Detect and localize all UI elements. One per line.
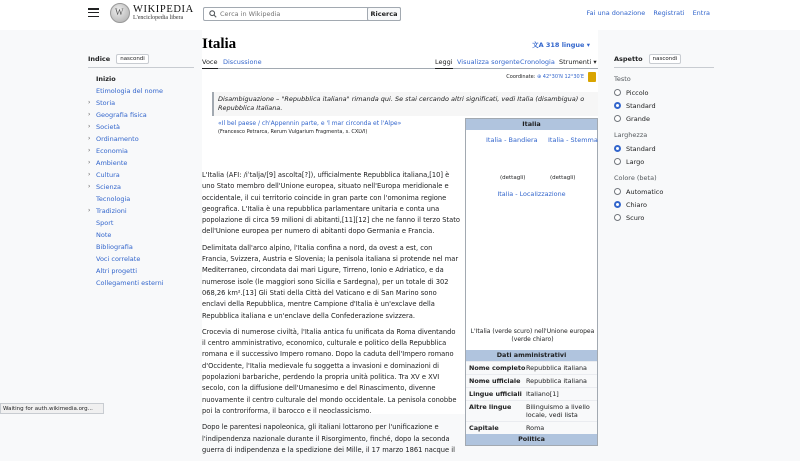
infobox-value: Bilinguismo a livello locale, vedi lista [526,403,590,419]
main-content [202,30,598,454]
infobox-rows [466,361,597,434]
toc-item[interactable] [88,253,194,265]
petrarca-quote [218,120,458,136]
radio-icon[interactable] [614,102,621,109]
toc-item[interactable] [88,193,194,205]
radio-icon[interactable] [614,89,621,96]
disambiguation-note: Disambiguazione – "Repubblica italiana" rimanda qui. Se stai cercando altri significati, vedi Italia (disambigua) o Repubblica Italiana. [212,92,598,116]
radio-icon[interactable] [614,214,621,221]
toc-item-label: Scienza [96,183,122,191]
appearance-option[interactable] [614,155,714,168]
toc-item[interactable] [88,85,194,97]
flag-details-link[interactable]: (dettagli) [500,175,526,181]
toc-item[interactable] [88,217,194,229]
appearance-option[interactable] [614,142,714,155]
chevron-right-icon[interactable]: › [88,207,91,214]
infobox-row [466,421,597,434]
tab-leggi[interactable]: Leggi [435,58,453,69]
radio-icon[interactable] [614,188,621,195]
appearance-option-label: Grande [626,114,650,123]
search-button[interactable]: Ricerca [367,7,401,21]
page-title: Italia [202,36,237,52]
infobox-value: Roma [526,424,545,432]
appearance-option[interactable] [614,86,714,99]
donate-link[interactable]: Fai una donazione [586,9,646,17]
chevron-right-icon[interactable]: › [88,171,91,178]
toc-list [88,73,194,289]
toc-item[interactable] [88,109,194,121]
tab-voce[interactable]: Voce [202,58,218,69]
appearance-option[interactable] [614,99,714,112]
toc-item-label: Economia [96,147,128,155]
toc-item-label: Società [96,123,121,131]
infobox-row [466,400,597,421]
appearance-option[interactable] [614,198,714,211]
toc-item[interactable] [88,145,194,157]
toc-item-label: Altri progetti [96,267,138,275]
page-tabs [202,56,598,69]
appearance-group-label: Testo [614,75,631,83]
search-box [203,7,401,21]
infobox-key: Lingue ufficiali [469,390,522,398]
appearance-option-label: Standard [626,144,656,153]
toc-item-label: Note [96,231,112,239]
emblem-details-link[interactable]: (dettagli) [550,175,576,181]
politics-section-header: Politica [466,434,597,445]
toc-item[interactable] [88,277,194,289]
search-icon [209,10,217,18]
radio-icon[interactable] [614,158,621,165]
infobox-row [466,361,597,374]
toc-item-label: Inizio [96,75,116,83]
appearance-option[interactable] [614,112,714,125]
toc-hide-button[interactable]: nascondi [116,54,149,64]
translate-icon: 文A [532,41,546,49]
article-paragraph: Crocevia di numerose civiltà, l'Italia antica fu unificata da Roma diventando il centro amministrativo, economico, culturale e politico della Repubblica romana e il successivo Impero romano. Dopo la caduta dell'Impero romano d'Occidente, l'Italia medievale fu soggetta a invasioni e dominazioni di popolazioni barbariche, perdendo la propria unità politica. Tra XV e XVI secolo, con la diffusione dell'Umanesimo e del Rinascimento, divenne nuovamente il centro culturale del mondo occidentale. La penisola conobbe poi la controriforma, il barocco e il neoclassicismo. [202,327,457,415]
appearance-group-label: Larghezza [614,131,648,139]
chevron-right-icon[interactable]: › [88,123,91,130]
toc-item-label: Geografia fisica [96,111,147,119]
appearance-hide-button[interactable]: nascondi [649,54,682,64]
toc-item-label: Ordinamento [96,135,139,143]
map-caption: L'Italia (verde scuro) nell'Unione europea (verde chiaro) [470,328,595,343]
quote-source: (Francesco Petrarca, Rerum Vulgarium Fragmenta, s. CXLVI) [218,129,368,135]
article-paragraph: L'Italia (AFI: /iˈtalja/[9] ascolta[?]), ufficialmente Repubblica italiana,[10] è uno Stato membro dell'Unione europea, situato nell'Europa meridionale e occidentale, il cui territorio coincide in gran parte con l'omonima regione geografica. L'Italia è una repubblica parlamentare unitaria e conta una popolazione di circa 59 milioni di abitanti,[11][12] che ne fanno il terzo Stato dell'Unione europea per numero di abitanti dopo Germania e Francia. [202,171,460,236]
article-paragraph: Delimitata dall'arco alpino, l'Italia confina a nord, da ovest a est, con Francia, Svizzera, Austria e Slovenia; la penisola italiana si protende nel mar Mediterraneo, circondata dai mari Ligure, Tirreno, Ionio e Adriatico, e da numerose isole (le maggiori sono Sicilia e Sardegna), per un totale di 302 068,26 km².[13] Gli Stati della Città del Vaticano e di San Marino sono enclavi della Repubblica, mentre Campione d'Italia è un'exclave della Repubblica italiana e un'enclave della Confederazione svizzera. [202,243,459,320]
appearance-option-label: Piccolo [626,88,649,97]
browser-status-bar: Waiting for auth.wikimedia.org... [0,403,104,414]
chevron-right-icon[interactable]: › [88,135,91,142]
infobox-key: Capitale [469,424,499,432]
appearance-option[interactable] [614,211,714,224]
globe-icon: ⊕ [536,74,542,80]
register-link[interactable]: Registrati [653,9,685,17]
tab-cronologia[interactable]: Cronologia [520,58,555,66]
toc-item[interactable] [88,169,194,181]
infobox-title: Italia [466,119,597,130]
appearance-group-label: Colore (beta) [614,174,657,182]
infobox-key: Nome ufficiale [469,377,521,385]
appearance-option[interactable] [614,185,714,198]
login-link[interactable]: Entra [692,9,710,17]
toc-item-label: Collegamenti esterni [96,279,164,287]
language-count: 318 lingue [545,41,585,49]
appearance-option-label: Standard [626,101,656,110]
appearance-option-label: Chiaro [626,200,647,209]
tab-discussione[interactable]: Discussione [223,58,262,66]
search-input[interactable] [220,9,368,19]
infobox-row [466,387,597,400]
flag-link[interactable]: Italia - Bandiera [486,136,538,144]
infobox-value: Italiano[1] [526,390,559,398]
infobox-value: Repubblica italiana [526,364,587,372]
infobox-row [466,374,597,387]
table-of-contents [88,54,194,289]
toc-item[interactable] [88,157,194,169]
tools-menu[interactable]: Strumenti ▾ [559,58,597,66]
main-menu-icon[interactable] [88,8,99,17]
toc-item[interactable] [88,181,194,193]
radio-icon[interactable] [614,201,621,208]
toc-item-label: Tradizioni [96,207,127,215]
toc-item[interactable] [88,97,194,109]
radio-icon[interactable] [614,115,621,122]
language-button[interactable]: 文A 318 lingue ▾ [532,41,590,49]
radio-icon[interactable] [614,145,621,152]
quote-text[interactable]: «Il bel paese / ch'Appennin parte, e 'l mar circonda et l'Alpe» [218,120,402,127]
appearance-option-label: Scuro [626,213,645,222]
appearance-option-label: Automatico [626,187,664,196]
wikipedia-globe-logo[interactable]: W [110,3,130,23]
appearance-option-label: Largo [626,157,645,166]
toc-item[interactable] [88,241,194,253]
admin-section-header: Dati amministrativi [466,350,597,361]
toc-item-label: Storia [96,99,116,107]
toc-item-label: Etimologia del nome [96,87,163,95]
lock-icon[interactable] [588,72,596,82]
infobox-key: Altre lingue [469,403,512,411]
infobox-symbols [466,130,597,252]
chevron-right-icon[interactable]: › [88,183,91,190]
emblem-link[interactable]: Italia - Stemma [548,136,598,144]
toc-item[interactable] [88,229,194,241]
location-map-link[interactable]: Italia - Localizzazione [497,190,566,198]
toc-item-label: Sport [96,219,114,227]
toc-item[interactable] [88,205,194,217]
toc-item[interactable] [88,133,194,145]
appearance-panel [614,54,714,224]
chevron-right-icon[interactable]: › [88,99,91,106]
appearance-title: Aspetto [614,55,643,63]
toc-item[interactable] [88,265,194,277]
logo-tagline: L'enciclopedia libera [133,15,184,21]
infobox-map [466,252,597,350]
chevron-right-icon[interactable]: › [88,159,91,166]
toc-item-label: Ambiente [96,159,128,167]
toc-item-label: Tecnologia [96,195,131,203]
chevron-right-icon[interactable]: › [88,147,91,154]
coordinates: Coordinate: ⊕ 42°30′N 12°30′E [506,74,584,80]
tab-visualizza-sorgente[interactable]: Visualizza sorgente [457,58,520,66]
site-header [0,0,800,30]
toc-title: Indice [88,55,111,63]
toc-item-label: Voci correlate [96,255,141,263]
coordinates-link[interactable]: 42°30′N 12°30′E [542,74,584,80]
user-links [580,9,710,17]
article-paragraph: Dopo le parentesi napoleonica, gli italiani lottarono per l'unificazione e l'indipendenza nazionale durante il Risorgimento, finché, dopo la seconda guerra di indipendenza e la spedizione dei Mille, il 17 marzo 1861 nacque il [202,423,455,454]
logo-wordmark[interactable]: WIKIPEDIA [133,4,194,15]
infobox-key: Nome completo [469,364,526,372]
toc-item-label: Bibliografia [96,243,133,251]
toc-item[interactable] [88,121,194,133]
infobox [465,118,598,446]
infobox-value: Repubblica italiana [526,377,587,385]
article-body [202,170,460,461]
chevron-right-icon[interactable]: › [88,111,91,118]
toc-item[interactable] [88,73,194,85]
toc-item-label: Cultura [96,171,120,179]
